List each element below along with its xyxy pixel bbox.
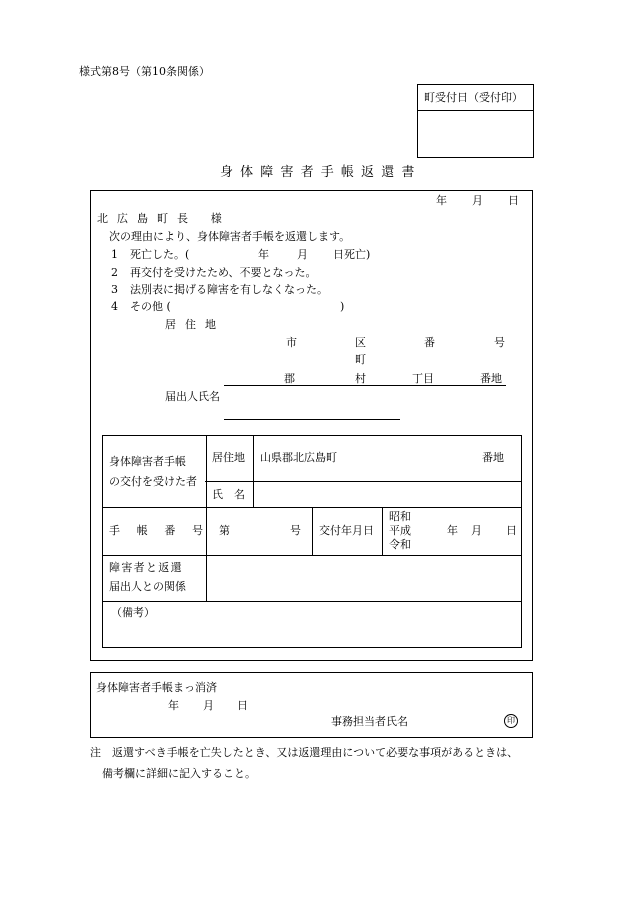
form-number: 様式第8号（第10条関係） [79, 65, 210, 78]
addr-city: 市 [286, 336, 297, 349]
relation-label-2: 届出人との関係 [109, 580, 186, 593]
relation-label-1: 障害者と返還 [109, 561, 183, 574]
addr-gun: 郡 [284, 372, 295, 385]
reason-1-text: 死亡した。( [130, 248, 190, 261]
reason-2-text: 再交付を受けたため、不要となった。 [130, 266, 317, 279]
date-month: 月 [472, 194, 483, 207]
reason-2-number: 2 [111, 266, 118, 279]
reason-4-text: その他 ( [130, 300, 171, 313]
receipt-stamp-label: 町受付日（受付印） [424, 91, 523, 104]
addr-town: 町 [355, 353, 366, 366]
remarks-label: （備考） [111, 606, 155, 619]
holder-name-label: 氏 名 [212, 488, 245, 501]
issue-day: 日 [506, 524, 517, 537]
number-suffix: 号 [290, 524, 301, 537]
residence-label: 居 住 地 [165, 318, 219, 331]
page-title: 身体障害者手帳返還書 [220, 165, 422, 180]
office-staff-label: 事務担当者氏名 [331, 715, 408, 728]
seal-mark-icon: 印 [504, 714, 518, 728]
reason-1-day: 日死亡) [333, 248, 371, 261]
issue-year: 年 [447, 524, 458, 537]
addr-go: 号 [494, 336, 505, 349]
reason-4-number: 4 [111, 300, 118, 313]
addr-mura: 村 [355, 372, 366, 385]
era-heisei: 平成 [389, 524, 411, 537]
reason-1-year: 年 [258, 248, 269, 261]
name-underline [224, 419, 400, 420]
intro-text: 次の理由により、身体障害者手帳を返還します。 [109, 230, 351, 243]
notebook-number-label: 手 帳 番 号 [109, 524, 210, 537]
addressee: 北 広 島 町 長 様 [97, 212, 225, 225]
addr-chome: 丁目 [412, 372, 434, 385]
holder-residence-label: 居住地 [212, 451, 245, 464]
note-line-2: 備考欄に詳細に記入すること。 [102, 767, 256, 780]
era-reiwa: 令和 [389, 538, 411, 551]
date-year: 年 [436, 194, 447, 207]
office-title: 身体障害者手帳まっ消済 [96, 681, 217, 694]
era-showa: 昭和 [389, 510, 411, 523]
holder-residence-value: 山県郡北広島町 [260, 451, 337, 464]
receipt-stamp-box [417, 84, 534, 158]
holder-banchi: 番地 [482, 451, 504, 464]
address-underline [224, 385, 506, 386]
addr-ban: 番 [424, 336, 435, 349]
holder-label-1: 身体障害者手帳 [109, 455, 186, 468]
note-line-1: 注 返還すべき手帳を亡失したとき、又は返還理由について必要な事項があるときは、 [90, 746, 519, 759]
reason-1-month: 月 [297, 248, 308, 261]
office-month: 月 [203, 699, 214, 712]
reason-1-number: 1 [111, 248, 118, 261]
issue-month: 月 [471, 524, 482, 537]
applicant-name-label: 届出人氏名 [165, 390, 220, 403]
reason-3-text: 法別表に掲げる障害を有しなくなった。 [130, 283, 328, 296]
office-day: 日 [237, 699, 248, 712]
holder-label-2: の交付を受けた者 [109, 475, 197, 488]
office-year: 年 [168, 699, 179, 712]
reason-3-number: 3 [111, 283, 118, 296]
addr-ward: 区 [355, 336, 366, 349]
date-day: 日 [508, 194, 519, 207]
reason-4-close: ) [340, 300, 345, 313]
issue-date-label: 交付年月日 [319, 524, 374, 537]
addr-banchi: 番地 [480, 372, 502, 385]
number-prefix: 第 [219, 524, 230, 537]
